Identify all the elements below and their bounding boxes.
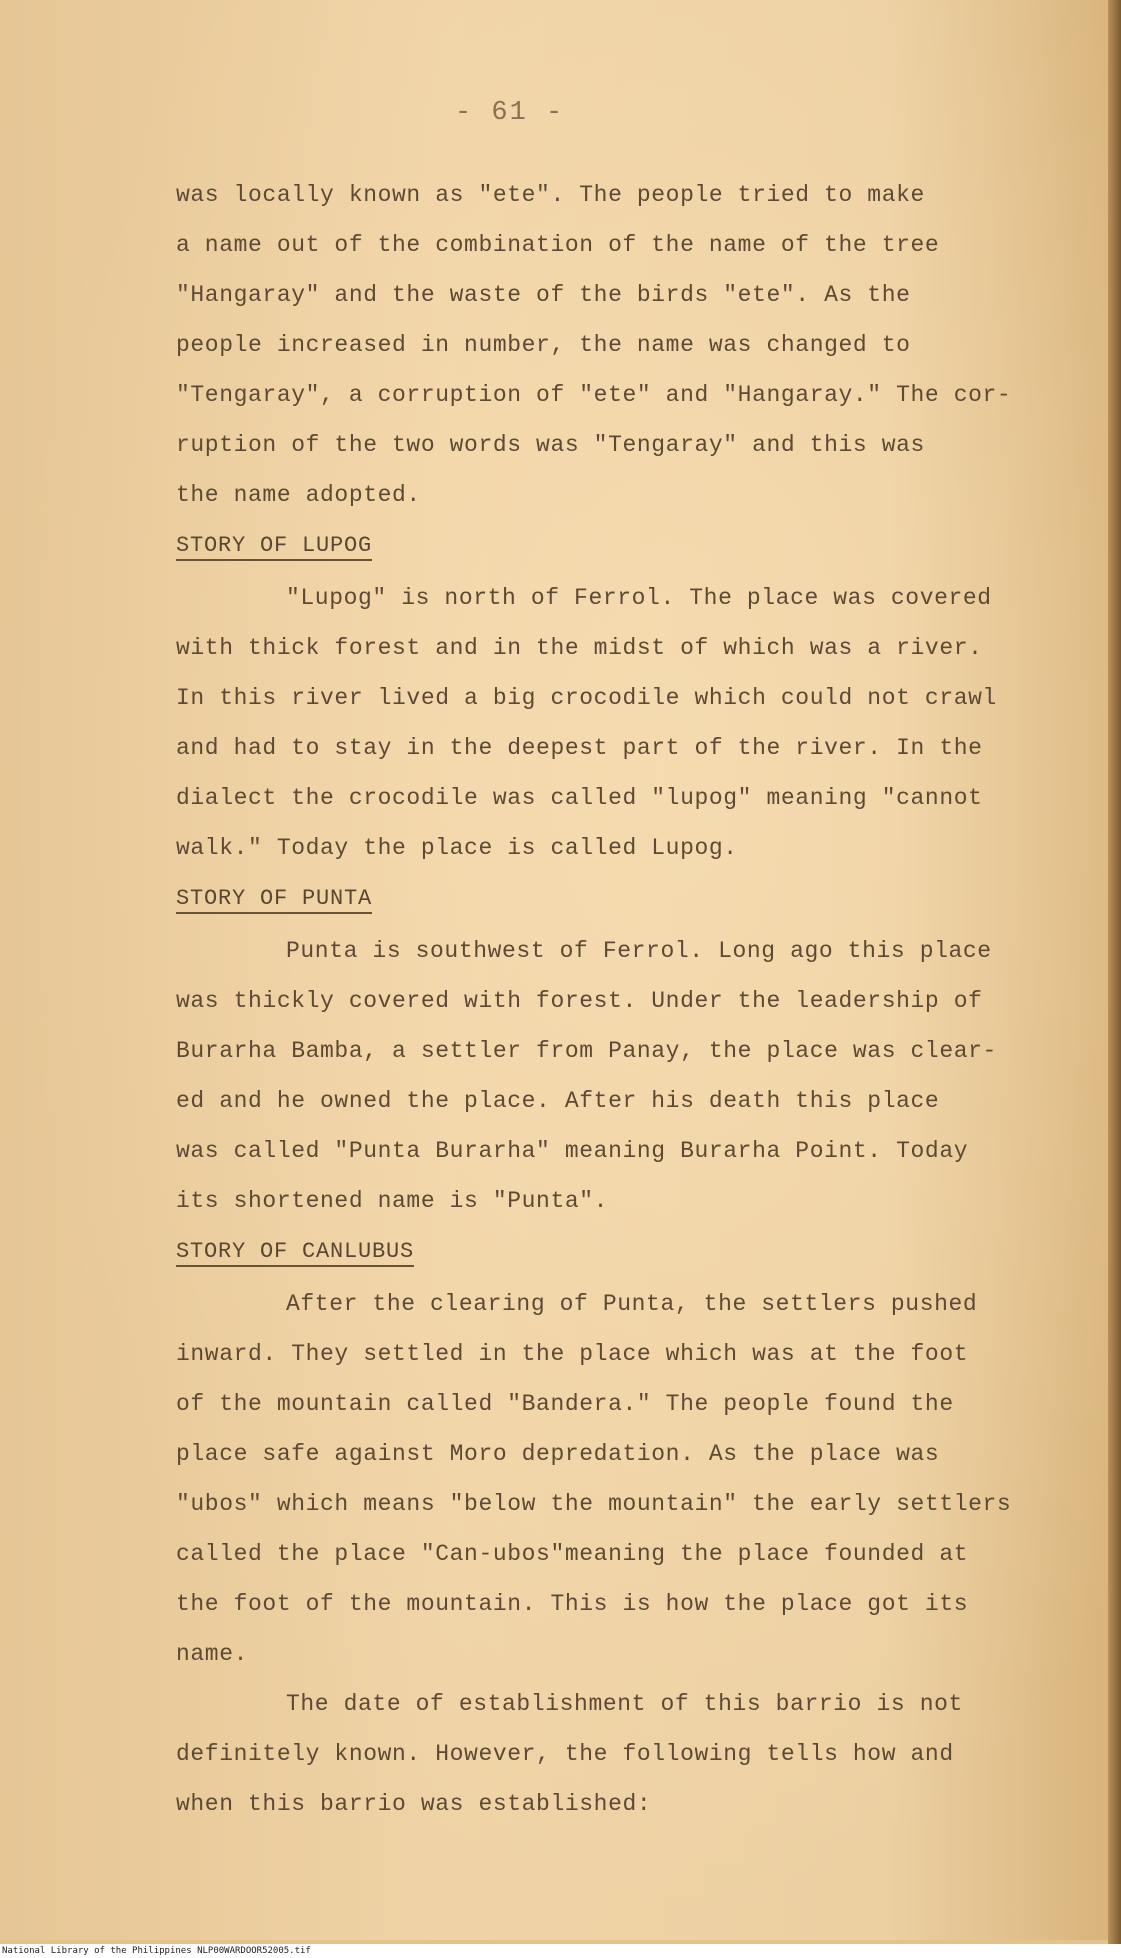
page-number: - 61 - <box>455 98 565 128</box>
text-line: a name out of the combination of the name of the tree <box>176 232 940 258</box>
text-line: was locally known as "ete". The people tried to make <box>176 182 925 208</box>
text-line: "ubos" which means "below the mountain" the early settlers <box>176 1491 1012 1517</box>
text-line: definitely known. However, the following tells how and <box>176 1741 954 1767</box>
text-line: The date of establishment of this barrio is not <box>286 1691 963 1717</box>
scan-footer: National Library of the Philippines NLP00WARDOOR52005.tif <box>0 1944 1121 1958</box>
text-line: ed and he owned the place. After his death this place <box>176 1088 940 1114</box>
text-line: when this barrio was established: <box>176 1791 652 1817</box>
text-line: inward. They settled in the place which was at the foot <box>176 1341 969 1367</box>
text-line: "Tengaray", a corruption of "ete" and "Hangaray." The cor- <box>176 382 1012 408</box>
text-line: ruption of the two words was "Tengaray" and this was <box>176 432 925 458</box>
text-line: people increased in number, the name was changed to <box>176 332 911 358</box>
text-line: Burarha Bamba, a settler from Panay, the place was clear- <box>176 1038 997 1064</box>
text-line: its shortened name is "Punta". <box>176 1188 609 1214</box>
text-line: of the mountain called "Bandera." The people found the <box>176 1391 954 1417</box>
section-heading-punta: STORY OF PUNTA <box>176 886 372 914</box>
text-line: was called "Punta Burarha" meaning Burarha Point. Today <box>176 1138 969 1164</box>
text-line: name. <box>176 1641 249 1667</box>
intro-paragraph <box>176 170 1056 1829</box>
text-line: the foot of the mountain. This is how the place got its <box>176 1591 969 1617</box>
text-line: was thickly covered with forest. Under the leadership of <box>176 988 983 1014</box>
text-line: In this river lived a big crocodile which could not crawl <box>176 685 997 711</box>
section-heading-canlubus: STORY OF CANLUBUS <box>176 1239 414 1267</box>
page-edge <box>1108 0 1121 1958</box>
text-line: and had to stay in the deepest part of the river. In the <box>176 735 983 761</box>
section-heading-lupog: STORY OF LUPOG <box>176 533 372 561</box>
text-line: called the place "Can-ubos"meaning the place founded at <box>176 1541 969 1567</box>
text-line: After the clearing of Punta, the settlers pushed <box>286 1291 978 1317</box>
text-line: "Hangaray" and the waste of the birds "ete". As the <box>176 282 911 308</box>
text-line: "Lupog" is north of Ferrol. The place was covered <box>286 585 992 611</box>
text-line: dialect the crocodile was called "lupog" meaning "cannot <box>176 785 983 811</box>
text-line: Punta is southwest of Ferrol. Long ago this place <box>286 938 992 964</box>
text-line: place safe against Moro depredation. As the place was <box>176 1441 940 1467</box>
text-line: walk." Today the place is called Lupog. <box>176 835 738 861</box>
text-line: with thick forest and in the midst of which was a river. <box>176 635 983 661</box>
text-line: the name adopted. <box>176 482 421 508</box>
